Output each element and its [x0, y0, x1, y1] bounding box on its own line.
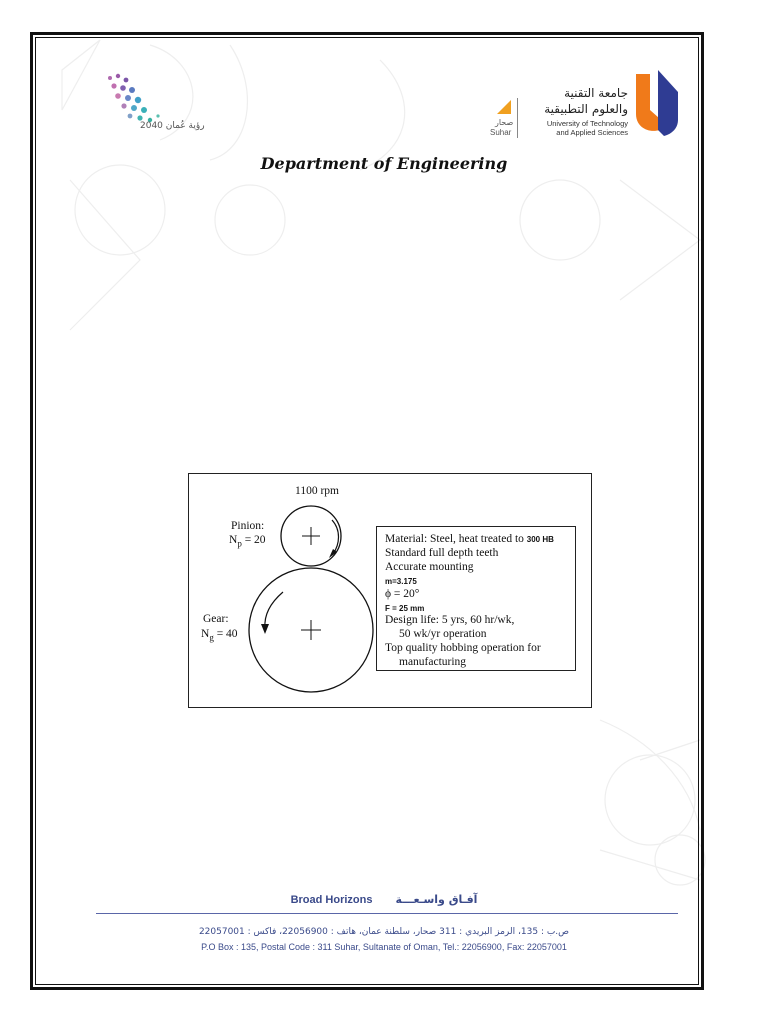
slogan-arabic: آفـاق واسـعـــة	[395, 893, 478, 906]
campus-name-arabic: صحار	[495, 118, 514, 127]
pinion-teeth: $N_p = 20$	[229, 534, 266, 549]
spec-life-2: 50 wk/yr operation	[399, 628, 487, 640]
spec-material: Material: Steel, heat treated to 300 HB	[385, 533, 554, 545]
logo-divider	[517, 98, 518, 138]
specification-box	[376, 526, 576, 671]
suhar-logo-icon	[497, 100, 511, 114]
university-logo	[628, 70, 680, 138]
pinion-label: Pinion:	[231, 520, 265, 532]
gear-teeth: $N_g = 40$	[201, 628, 238, 643]
oman-vision-logo	[96, 66, 186, 144]
slogan-english: Broad Horizons	[290, 894, 373, 906]
spec-mounting: Accurate mounting	[385, 561, 474, 573]
vision-label: رؤية عُمان 2040	[140, 121, 205, 131]
spec-quality-2: manufacturing	[399, 656, 467, 668]
spec-face-width: F = 25 mm	[385, 604, 425, 613]
spec-quality-1: Top quality hobbing operation for	[385, 642, 541, 654]
footer-slogan	[0, 893, 768, 906]
spec-teeth: Standard full depth teeth	[385, 547, 499, 559]
footer-divider	[96, 913, 678, 914]
gear-rotation-arrow	[265, 592, 283, 628]
university-name-arabic-line2: والعلوم التطبيقية	[544, 102, 628, 116]
spec-pressure-angle: ϕ = 20°	[385, 588, 420, 600]
gear-figure	[188, 473, 592, 708]
footer-address-arabic: ص.ب : 135، الرمز البريدي : 311 صحار، سلطنة عمان، هاتف : 22056900، فاكس : 22057001	[198, 927, 570, 937]
university-name-arabic-line1: جامعة التقنية	[564, 86, 628, 100]
campus-name: Suhar	[490, 128, 512, 137]
footer-address: P.O Box : 135, Postal Code : 311 Suhar, Sultanate of Oman, Tel.: 22056900, Fax: 22057001	[201, 942, 567, 952]
speed-label: 1100 rpm	[295, 485, 339, 497]
gear-label: Gear:	[203, 613, 229, 625]
university-name-line1: University of Technology	[546, 119, 628, 128]
university-name-line2: and Applied Sciences	[556, 128, 628, 137]
spec-module: m=3.175	[385, 577, 417, 586]
spec-life-1: Design life: 5 yrs, 60 hr/wk,	[385, 614, 515, 626]
department-title: Department of Engineering	[260, 154, 508, 173]
